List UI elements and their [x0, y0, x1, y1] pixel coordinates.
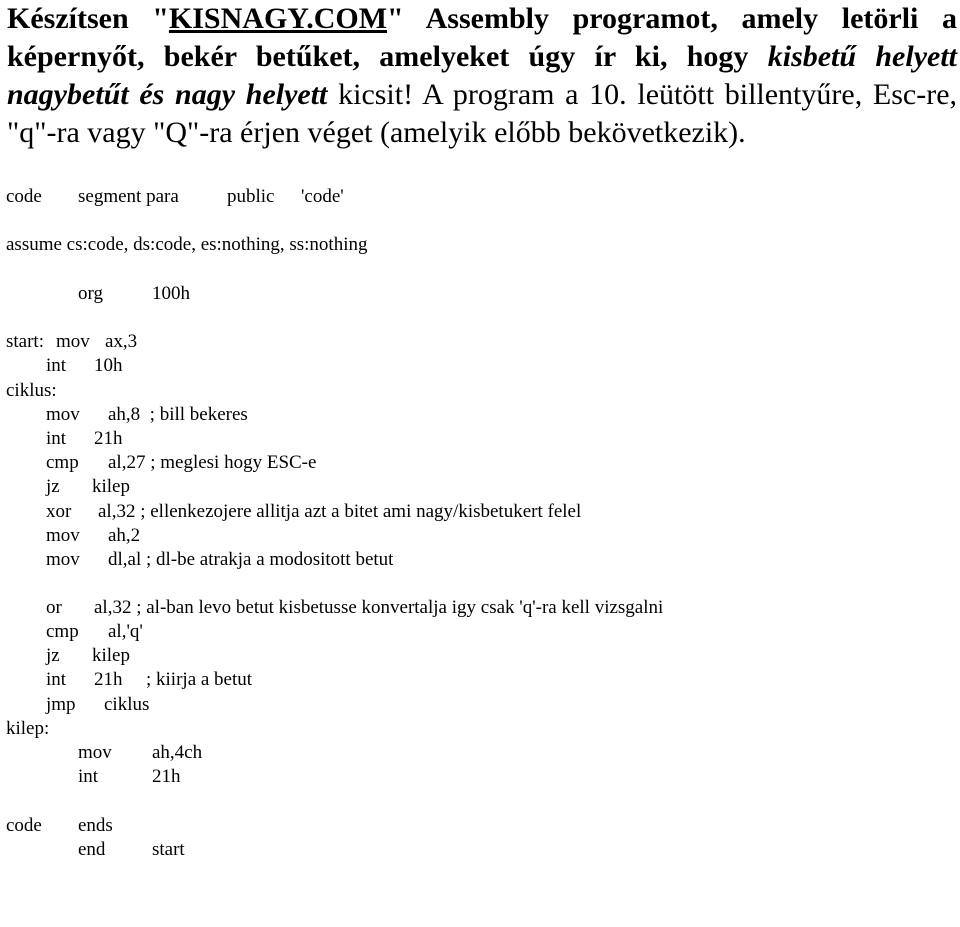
- code-token: 10h: [94, 355, 123, 376]
- code-token: org: [78, 283, 103, 304]
- code-token: mov: [78, 742, 112, 763]
- code-token: mov: [46, 525, 80, 546]
- code-token: ah,2: [108, 525, 141, 546]
- heading-text-part2: " Assembly programot, amely letörli a képernyőt, bekér betűket, amelyeket úgy ír ki, hogy: [7, 2, 957, 73]
- code-token: al,32 ; al-ban levo betut kisbetusse konvertalja igy csak 'q'-ra kell vizsgalni: [94, 597, 664, 618]
- code-token: mov: [46, 549, 80, 570]
- code-token: 100h: [152, 283, 190, 304]
- code-token: jmp: [46, 694, 76, 715]
- heading-italic-text: kisbetű helyett nagybetűt és nagy helyett: [7, 40, 958, 111]
- code-line: [6, 839, 185, 927]
- code-token: ciklus:: [6, 380, 57, 401]
- heading-text-part1: Készítsen ": [7, 2, 169, 35]
- code-token: code: [6, 815, 42, 836]
- code-token: cmp: [46, 452, 79, 473]
- code-token: start: [152, 839, 185, 860]
- code-token: end: [78, 839, 106, 860]
- code-token: dl,al ; dl-be atrakja a modositott betut: [108, 549, 394, 570]
- code-token: al,32 ; ellenkezojere allitja azt a bitet ami nagy/kisbetukert felel: [98, 501, 582, 522]
- code-token: 'code': [301, 186, 344, 207]
- code-token: cmp: [46, 621, 79, 642]
- code-token: xor: [46, 501, 72, 522]
- code-token: mov: [46, 404, 80, 425]
- code-token: 21h: [94, 669, 123, 690]
- code-token: code: [6, 186, 42, 207]
- code-token: ciklus: [104, 694, 150, 715]
- code-token: start:: [6, 331, 44, 352]
- code-token: 21h: [152, 766, 181, 787]
- code-token: int: [46, 355, 67, 376]
- code-token: segment para: [78, 186, 179, 207]
- code-token: ah,4ch: [152, 742, 203, 763]
- heading-text-part3: kicsit! A program a 10. leütött billentyűre, Esc-re, "q"-ra vagy "Q"-ra érjen véget (amelyik előbb bekövetkezik).: [7, 78, 958, 149]
- code-token: public: [227, 186, 275, 207]
- code-token: ah,8 ; bill bekeres: [108, 404, 248, 425]
- code-token: 21h: [94, 428, 123, 449]
- code-token: int: [78, 766, 99, 787]
- code-token: kilep:: [6, 718, 50, 739]
- code-token: ; kiirja a betut: [146, 669, 253, 690]
- task-heading: [7, 0, 957, 152]
- code-token: int: [46, 428, 67, 449]
- code-token: al,'q': [108, 621, 143, 642]
- code-token: ax,3: [105, 331, 138, 352]
- code-token: int: [46, 669, 67, 690]
- code-token: al,27 ; meglesi hogy ESC-e: [108, 452, 317, 473]
- code-token: mov: [56, 331, 90, 352]
- brand-link[interactable]: KISNAGY.COM: [168, 2, 388, 35]
- code-token: jz: [46, 476, 60, 497]
- code-token: or: [46, 597, 62, 618]
- code-token: kilep: [92, 645, 130, 666]
- code-token: assume cs:code, ds:code, es:nothing, ss:nothing: [6, 234, 368, 255]
- code-token: jz: [46, 645, 60, 666]
- code-token: kilep: [92, 476, 130, 497]
- code-token: ends: [78, 815, 113, 836]
